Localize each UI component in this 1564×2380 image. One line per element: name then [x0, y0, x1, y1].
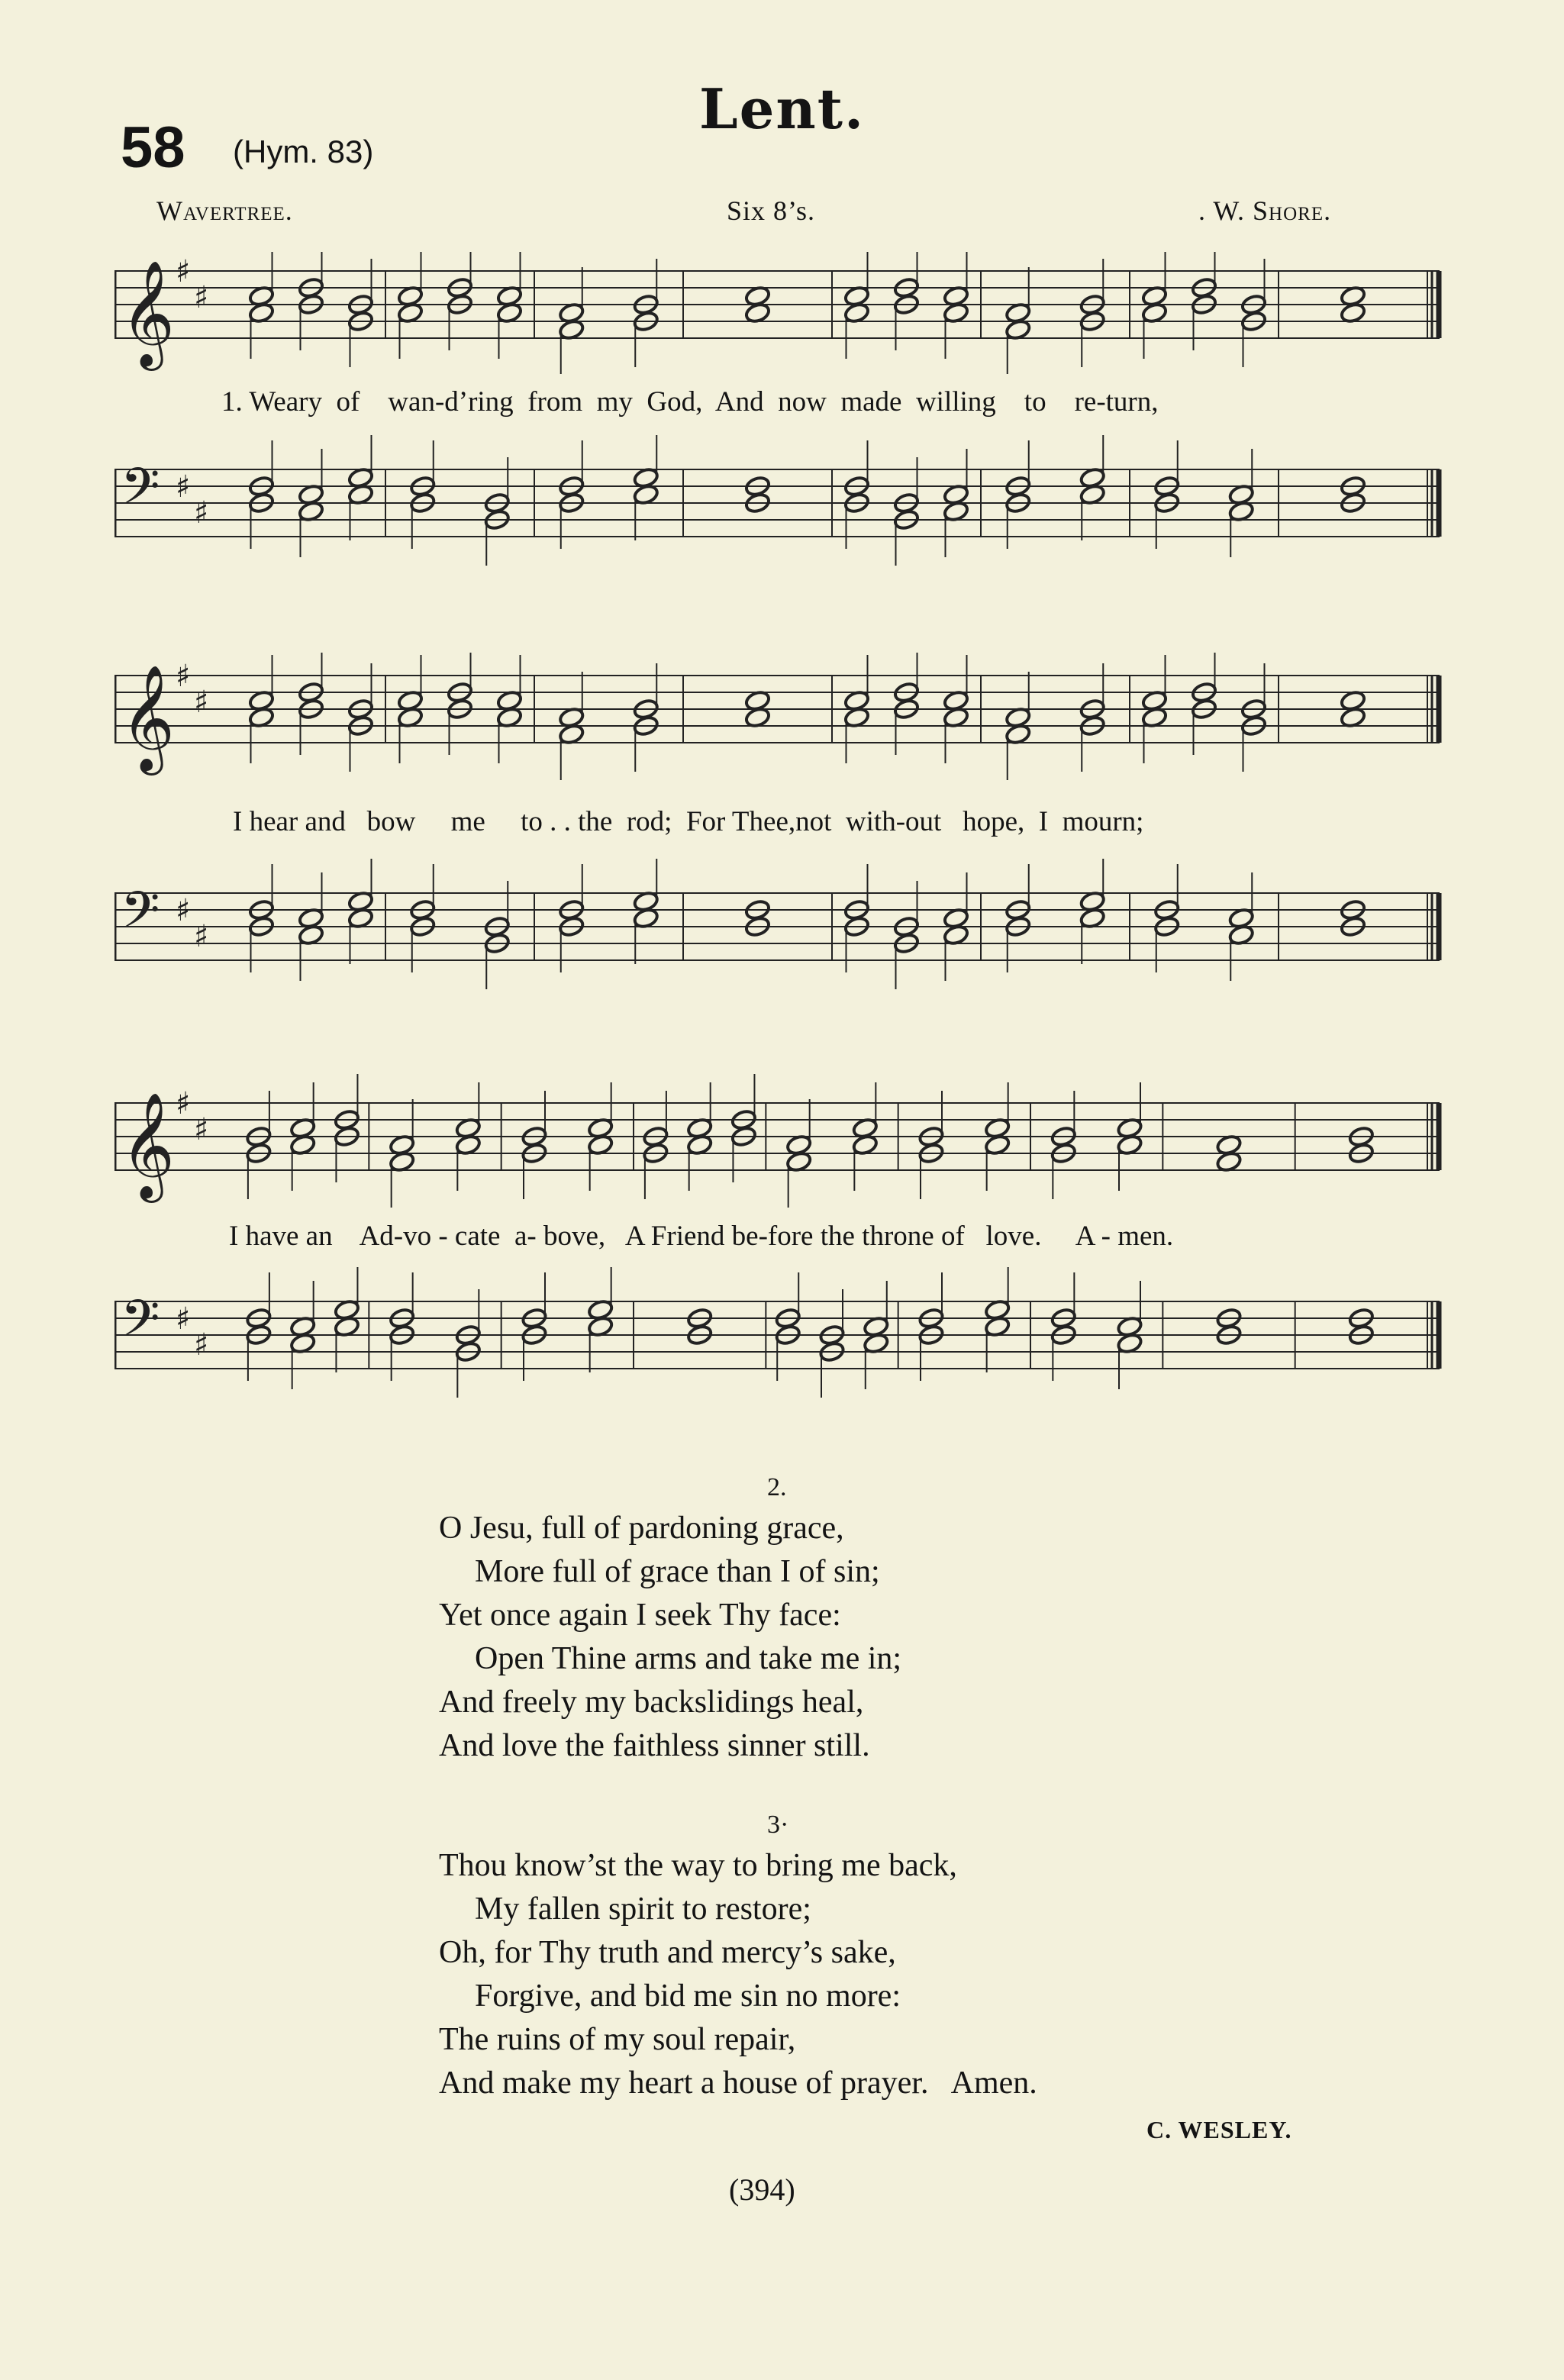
- lyric-line-system-3: [229, 1220, 1173, 1253]
- lyric-syllable: now: [778, 386, 827, 418]
- lyric-syllable: made: [840, 386, 902, 418]
- verse-line: The ruins of my soul repair,: [439, 2022, 796, 2057]
- verse-line: Oh, for Thy truth and mercy’s sake,: [439, 1935, 896, 1970]
- sharp-sign: ♯: [194, 919, 209, 954]
- verse-line: And love the faithless sinner still.: [439, 1728, 870, 1763]
- lyric-syllable: God,: [647, 386, 703, 418]
- sharp-sign: ♯: [176, 254, 191, 289]
- treble-staff-system-2: [114, 653, 1443, 782]
- lyric-syllable: mourn;: [1062, 806, 1144, 837]
- verse-line: Forgive, and bid me sin no more:: [475, 1978, 901, 2014]
- lyric-syllable: me: [450, 806, 485, 837]
- hymn-number: 58: [121, 115, 185, 180]
- verse-line: My fallen spirit to restore;: [475, 1891, 811, 1927]
- sharp-sign: ♯: [194, 280, 209, 315]
- lyric-syllable: to . .: [521, 806, 571, 837]
- lyric-syllable: of: [336, 386, 360, 418]
- treble-staff-system-1: [114, 252, 1443, 374]
- page-number: (394): [729, 2172, 795, 2207]
- lyric-syllable: For Thee,not: [685, 806, 832, 837]
- composer: . W. Shore.: [1198, 195, 1332, 226]
- lyric-line-system-2: [233, 805, 1143, 838]
- sharp-sign: ♯: [176, 659, 191, 694]
- lyric-syllable: turn,: [1105, 386, 1159, 418]
- lyric-syllable: to: [1024, 386, 1046, 418]
- lyric-syllable: love.: [985, 1221, 1042, 1252]
- verse-line: Open Thine arms and take me in;: [475, 1641, 902, 1676]
- lyric-syllable: re: [1074, 386, 1097, 418]
- bass-staff-system-3: [114, 1267, 1443, 1427]
- sharp-sign: ♯: [194, 495, 209, 531]
- sharp-sign: ♯: [194, 685, 209, 720]
- verse-line-text: And make my heart a house of prayer.: [439, 2066, 929, 2101]
- sharp-sign: ♯: [176, 1301, 191, 1337]
- lyric-syllable: rod;: [626, 806, 672, 837]
- meter: Six 8’s.: [727, 195, 816, 226]
- sharp-sign: ♯: [194, 1112, 209, 1147]
- verse-number: 2.: [767, 1473, 787, 1501]
- lyric-line-system-1: [221, 385, 1159, 418]
- hymn-reference: (Hym. 83): [233, 134, 374, 169]
- lyric-syllable: And: [714, 386, 764, 418]
- lyric-syllable: hope,: [963, 806, 1025, 837]
- bass-clef: 𝄢: [121, 1289, 160, 1360]
- verse-number: 3·: [767, 1811, 789, 1839]
- lyric-syllable: with-out: [845, 806, 942, 837]
- lyric-syllable: I: [1038, 806, 1049, 837]
- lyric-syllable: 1. Weary: [221, 386, 322, 418]
- lyric-syllable: -: [1096, 386, 1106, 418]
- lyric-syllable: from: [527, 386, 583, 418]
- bass-staff-system-2: [114, 859, 1443, 1011]
- author: C. WESLEY.: [1146, 2116, 1292, 2143]
- lyric-syllable: a- bove,: [514, 1221, 606, 1252]
- bass-clef: 𝄢: [121, 881, 160, 952]
- bass-staff-system-1: [114, 435, 1443, 588]
- verse-line: And freely my backslidings heal,: [439, 1685, 864, 1720]
- bass-clef: 𝄢: [121, 457, 160, 528]
- sharp-sign: ♯: [176, 469, 191, 505]
- sharp-sign: ♯: [176, 1086, 191, 1121]
- verse-line: O Jesu, full of pardoning grace,: [439, 1511, 844, 1546]
- lyric-syllable: I have an: [229, 1221, 333, 1252]
- verse-line: More full of grace than I of sin;: [475, 1554, 880, 1589]
- lyric-syllable: willing: [915, 386, 996, 418]
- verse-line: [439, 2065, 1037, 2101]
- lyric-syllable: bow: [366, 806, 416, 837]
- sharp-sign: ♯: [176, 893, 191, 928]
- lyric-syllable: my: [596, 386, 633, 418]
- treble-clef: 𝄞: [121, 1092, 175, 1198]
- sharp-sign: ♯: [194, 1327, 209, 1363]
- lyric-syllable: wan-d’ring: [388, 386, 514, 418]
- treble-staff-system-3: [114, 1072, 1443, 1217]
- amen-text: Amen.: [950, 2066, 1037, 2101]
- lyric-syllable: A Friend be-fore the throne of: [624, 1221, 965, 1252]
- lyric-syllable: Ad-vo - cate: [359, 1221, 501, 1252]
- treble-clef: 𝄞: [121, 665, 175, 771]
- tune-name: Wavertree.: [156, 195, 293, 226]
- verse-line: Thou know’st the way to bring me back,: [439, 1848, 957, 1883]
- verse-line: Yet once again I seek Thy face:: [439, 1598, 841, 1633]
- lyric-syllable: I hear and: [233, 806, 346, 837]
- lyric-syllable: the: [578, 806, 613, 837]
- section-title: Lent.: [698, 76, 866, 141]
- treble-clef: 𝄞: [121, 260, 175, 366]
- lyric-syllable: A - men.: [1075, 1221, 1174, 1252]
